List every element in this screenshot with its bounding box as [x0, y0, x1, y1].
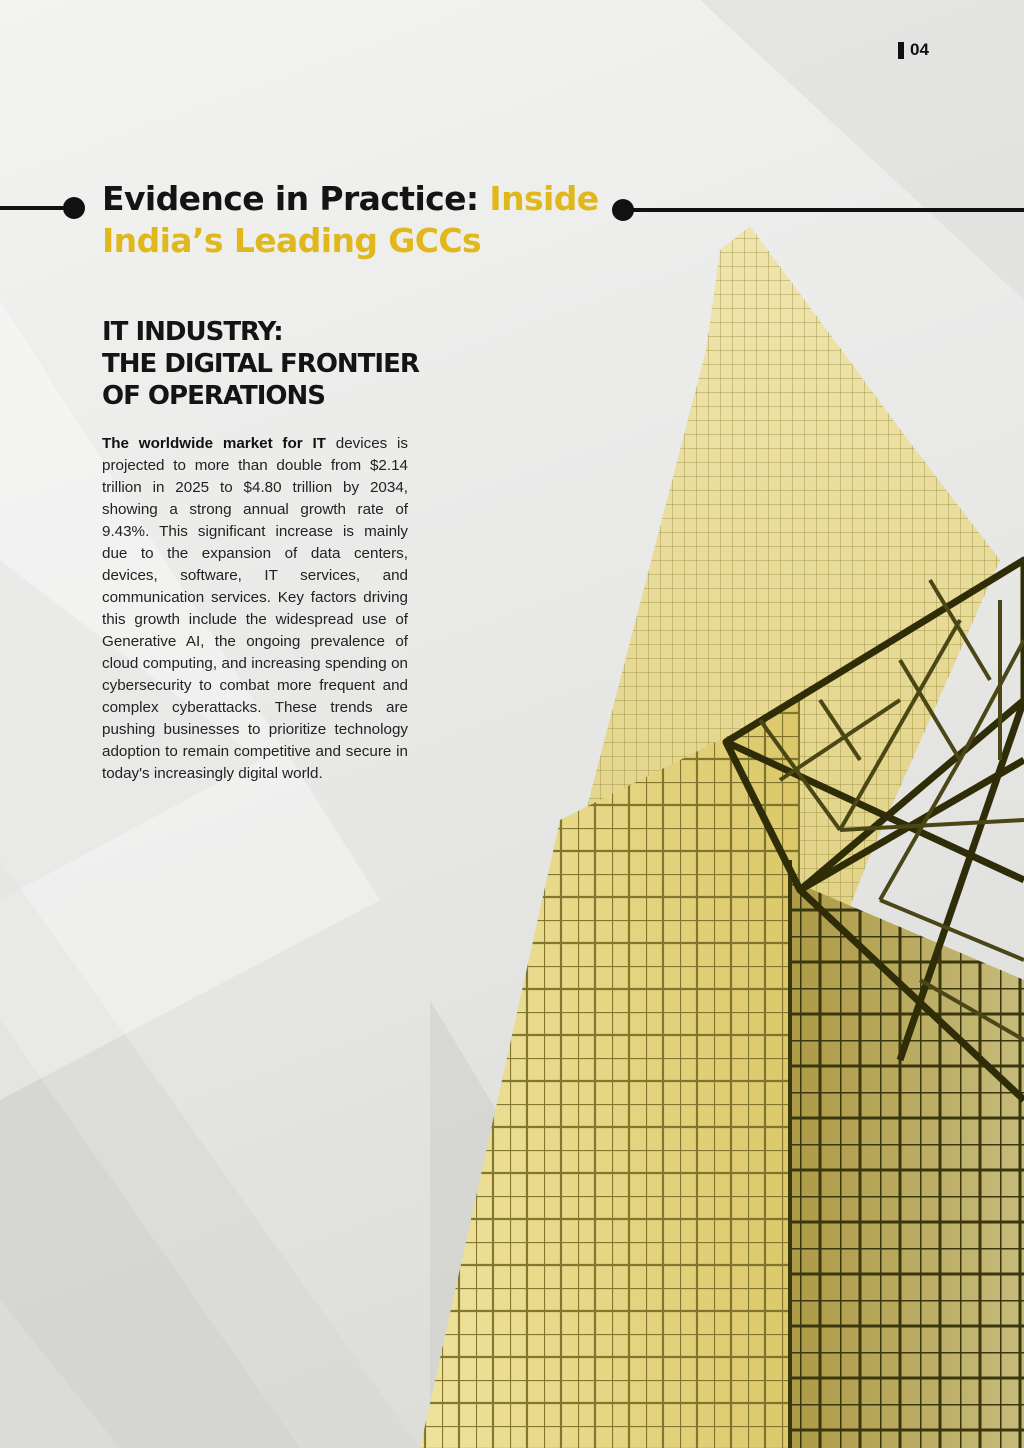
left-rule [0, 206, 68, 210]
page-marker-icon [898, 42, 904, 59]
body-text: devices is projected to more than double from $2.14 trillion in 2025 to $4.80 trillion by 2034, showing a strong annual growth rate of 9.43%. This significant increase is mainly due to the expansion of data centers, devices, software, IT services, and communication services. Key factors driving this growth include the widespread use of Generative AI, the ongoing prevalence of cloud computing, and increasing spending on cybersecurity to combat more frequent and complex cyberattacks. These trends are pushing businesses to prioritize technology adoption to remain competitive and secure in today's increasingly digital world. [102, 435, 409, 782]
title-part-accent: Inside India’s Leading GCCs [102, 179, 599, 260]
title-part-dark: Evidence in Practice: [102, 179, 479, 218]
right-rule [620, 208, 1024, 212]
section-heading-line-2: THE DIGITAL FRONTIER [102, 349, 419, 379]
body-lead: The worldwide market for IT [102, 435, 326, 452]
body-paragraph [102, 433, 408, 785]
left-rule-dot [63, 197, 85, 219]
section-heading-line-1: IT INDUSTRY: [102, 317, 283, 347]
page-title [102, 178, 602, 262]
section-heading [102, 316, 442, 412]
right-rule-dot [612, 199, 634, 221]
page-number [898, 40, 929, 60]
section-heading-line-3: OF OPERATIONS [102, 381, 325, 411]
page-number-text: 04 [910, 40, 929, 59]
